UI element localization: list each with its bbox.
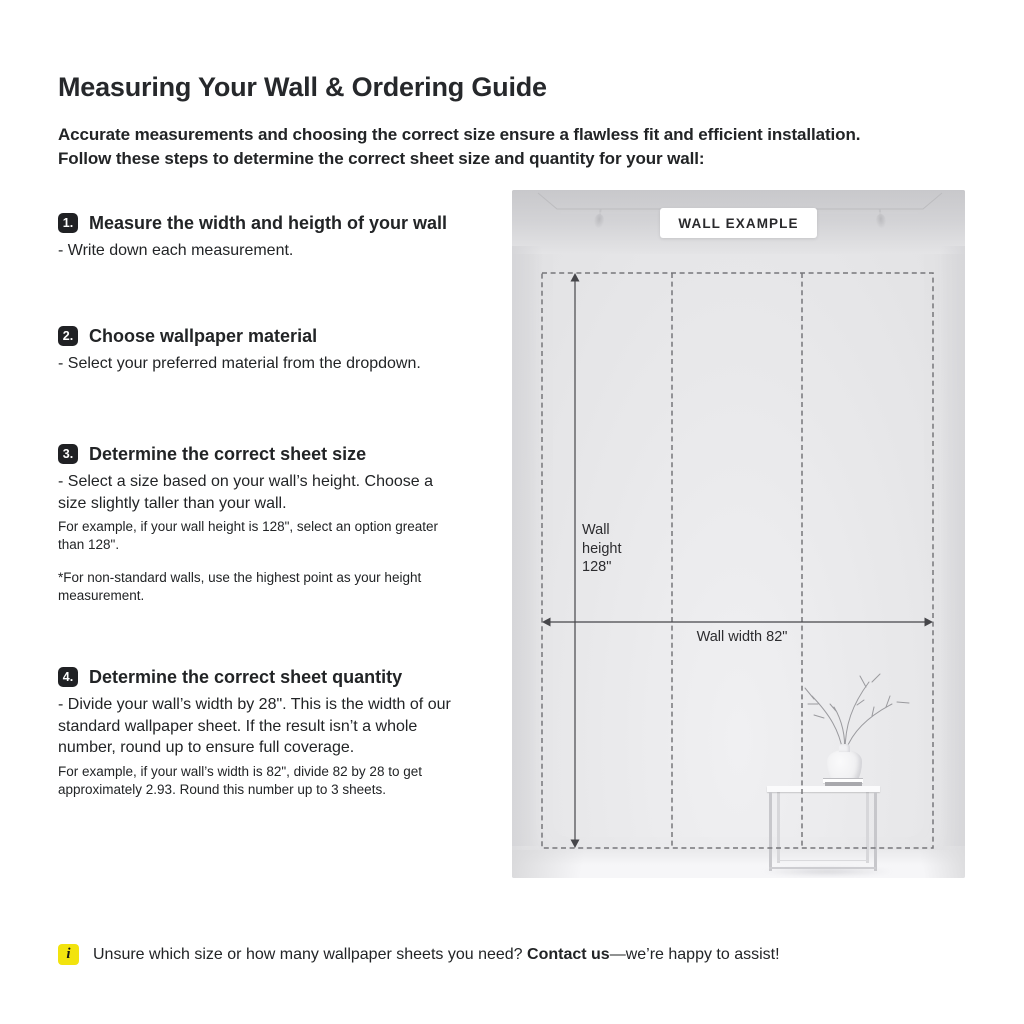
footer-text <box>93 946 780 964</box>
table-rail <box>769 867 876 869</box>
books <box>825 782 862 786</box>
page-title: Measuring Your Wall & Ordering Guide <box>58 72 547 103</box>
step-4-number-badge: 4. <box>58 667 78 687</box>
wall-width-label: Wall width 82" <box>696 629 788 645</box>
footer-text-before: Unsure which size or how many wallpaper sheets you need? <box>93 945 528 963</box>
footer-note <box>58 944 780 965</box>
step-2 <box>58 325 528 375</box>
step-2-heading-row <box>58 325 528 347</box>
step-3 <box>58 443 528 605</box>
step-4 <box>58 666 528 799</box>
step-2-number-badge: 2. <box>58 326 78 346</box>
step-1-heading-row <box>58 212 528 234</box>
step-1-body: - Write down each measurement. <box>58 242 294 259</box>
furniture-group <box>512 190 965 878</box>
table-leg <box>874 792 877 871</box>
wall-example-figure <box>512 190 965 878</box>
step-4-body: - Divide your wall’s width by 28". This is the width of our standard wallpaper sheet. If the result isn’t a whole number, round up to ensure full coverage. <box>58 696 451 756</box>
info-icon: i <box>58 944 79 965</box>
table-leg <box>769 792 772 871</box>
table-leg <box>777 792 780 863</box>
step-3-heading: Determine the correct sheet size <box>89 443 367 464</box>
step-3-note: *For non-standard walls, use the highest point as your height measurement. <box>58 570 422 603</box>
step-4-example: For example, if your wall’s width is 82", divide 82 by 28 to get approximately 2.93. Round this number up to 3 sheets. <box>58 763 422 797</box>
branches-icon <box>512 190 965 878</box>
table-leg <box>866 792 869 863</box>
wall-example-badge: WALL EXAMPLE <box>660 208 817 238</box>
step-4-heading: Determine the correct sheet quantity <box>89 666 403 687</box>
step-3-number-badge: 3. <box>58 444 78 464</box>
step-2-body: - Select your preferred material from the dropdown. <box>58 355 421 372</box>
table-top <box>767 786 880 792</box>
step-3-example: For example, if your wall height is 128", select an option greater than 128". <box>58 519 438 552</box>
table-rail <box>777 860 868 861</box>
step-3-body: - Select a size based on your wall’s height. Choose a size slightly taller than your wall. <box>58 473 434 512</box>
step-1 <box>58 212 528 262</box>
step-4-heading-row <box>58 666 528 688</box>
step-2-heading: Choose wallpaper material <box>89 325 318 346</box>
intro-text: Accurate measurements and choosing the correct size ensure a flawless fit and efficient installation. Follow these steps to determine the correct sheet size and quantity for your wall: <box>58 125 861 168</box>
step-1-number-badge: 1. <box>58 213 78 233</box>
step-1-heading: Measure the width and heigth of your wall <box>89 212 448 233</box>
footer-text-after: —we’re happy to assist! <box>609 945 780 963</box>
contact-us-link[interactable]: Contact us <box>527 945 610 963</box>
wall-height-label: Wall height 128" <box>582 522 622 575</box>
step-3-heading-row <box>58 443 528 465</box>
